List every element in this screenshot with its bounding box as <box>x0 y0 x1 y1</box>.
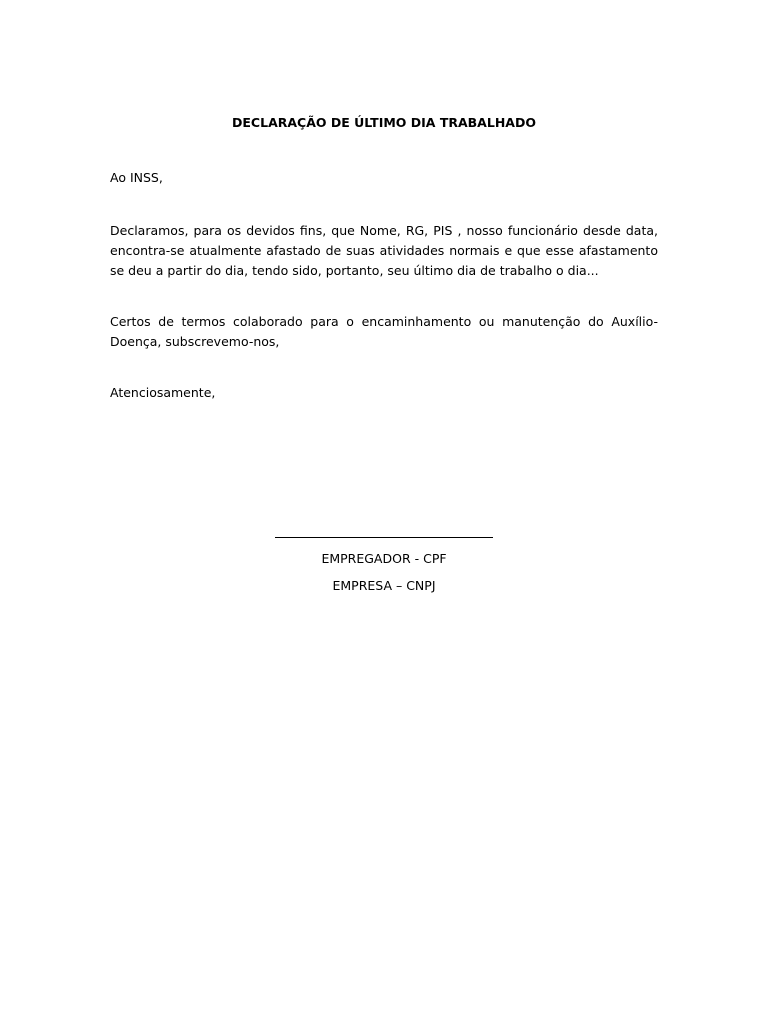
signature-line <box>275 537 493 538</box>
document-title: DECLARAÇÃO DE ÚLTIMO DIA TRABALHADO <box>232 115 536 130</box>
signature-company-label: EMPRESA – CNPJ <box>332 578 436 593</box>
closing-paragraph: Certos de termos colaborado para o encaminhamento ou manutenção do Auxílio-Doença, subscrevemo-nos, <box>110 314 658 349</box>
signature-employer-label: EMPREGADOR - CPF <box>321 551 447 566</box>
declaration-paragraph: Declaramos, para os devidos fins, que Nome, RG, PIS , nosso funcionário desde data, encontra-se atualmente afastado de suas atividades normais e que esse afastamento se deu a partir do dia, tendo sido, portanto, seu último dia de trabalho o dia... <box>110 223 658 278</box>
salutation: Ao INSS, <box>110 170 163 185</box>
closing-phrase: Atenciosamente, <box>110 385 216 400</box>
